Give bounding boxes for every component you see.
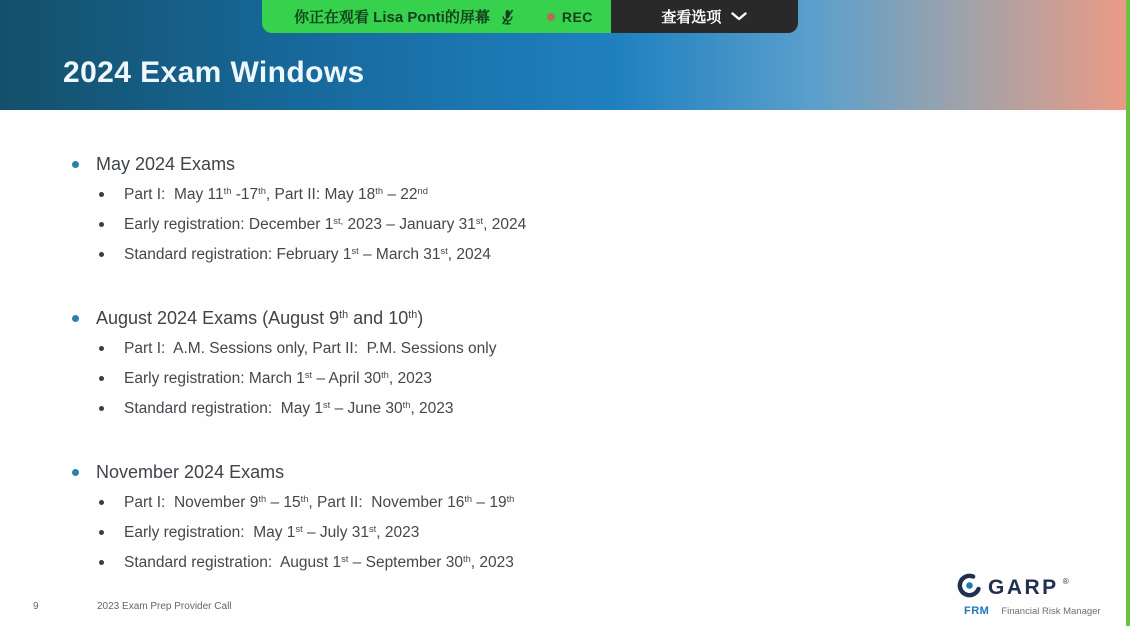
- section-heading: August 2024 Exams (August 9th and 10th): [96, 308, 424, 328]
- rec-indicator: [547, 9, 593, 25]
- rec-label: REC: [561, 8, 593, 25]
- presenter-share-text: 你正在观看 Lisa Ponti的屏幕: [294, 9, 490, 26]
- exam-detail-row: [0, 491, 1100, 521]
- sub-bullet-icon: [99, 346, 104, 351]
- sub-bullet-icon: [99, 530, 104, 535]
- exam-detail-text: Early registration: May 1st – July 31st, 2023: [124, 523, 420, 541]
- sub-bullet-icon: [99, 192, 104, 197]
- sub-bullet-icon: [99, 222, 104, 227]
- garp-logo-icon: [956, 572, 983, 604]
- slide-content: [0, 110, 1100, 615]
- frm-label: FRM: [964, 605, 990, 617]
- section-bullet-icon: [72, 469, 79, 476]
- exam-detail-text: Standard registration: May 1st – June 30th, 2023: [124, 399, 454, 417]
- exam-detail-row: [0, 213, 1100, 243]
- screen-share-banner: [262, 0, 798, 33]
- view-options-label: 查看选项: [661, 9, 722, 26]
- page-number: 9: [33, 601, 39, 612]
- sub-bullet-icon: [99, 376, 104, 381]
- exam-detail-row: [0, 367, 1100, 397]
- share-status-pill: [262, 0, 611, 33]
- exam-detail-text: Early registration: March 1st – April 30th, 2023: [124, 369, 432, 387]
- exam-detail-row: [0, 337, 1100, 367]
- chevron-down-icon: [731, 8, 747, 26]
- section-bullet-icon: [72, 315, 79, 322]
- exam-detail-text: Standard registration: February 1st – March 31st, 2024: [124, 245, 491, 263]
- sub-bullet-icon: [99, 252, 104, 257]
- recording-dot-icon: [547, 13, 555, 21]
- view-options-button[interactable]: [611, 0, 798, 33]
- section-bullet-icon: [72, 161, 79, 168]
- exam-section-may: [0, 153, 1100, 273]
- garp-logo: [956, 572, 1101, 617]
- screen-share-border: [1126, 0, 1130, 626]
- exam-section-august: [0, 307, 1100, 427]
- garp-registered-mark: ®: [1062, 576, 1069, 586]
- section-heading: May 2024 Exams: [96, 154, 236, 174]
- exam-detail-row: [0, 397, 1100, 427]
- sub-bullet-icon: [99, 406, 104, 411]
- exam-detail-text: Standard registration: August 1st – September 30th, 2023: [124, 553, 514, 571]
- muted-mic-icon: [500, 9, 515, 25]
- exam-detail-row: [0, 551, 1100, 581]
- exam-detail-row: [0, 521, 1100, 551]
- sub-bullet-icon: [99, 560, 104, 565]
- garp-wordmark: GARP: [988, 576, 1059, 599]
- deck-title: 2023 Exam Prep Provider Call: [97, 601, 232, 612]
- section-heading-row: [0, 307, 1100, 329]
- page-title: 2024 Exam Windows: [63, 56, 365, 89]
- exam-detail-row: [0, 243, 1100, 273]
- exam-detail-text: Part I: November 9th – 15th, Part II: November 16th – 19th: [124, 493, 515, 511]
- exam-detail-text: Early registration: December $1^{st,}$ 2023 – January 31st, 2024: [124, 215, 527, 233]
- section-heading: November 2024 Exams: [96, 462, 285, 482]
- section-heading-row: [0, 153, 1100, 175]
- exam-detail-text: Part I: May 11th -17th, Part II: May 18th – 22nd: [124, 185, 428, 203]
- section-heading-row: [0, 461, 1100, 483]
- sub-bullet-icon: [99, 500, 104, 505]
- exam-detail-row: [0, 183, 1100, 213]
- exam-section-november: [0, 461, 1100, 581]
- frm-tagline: Financial Risk Manager: [1001, 605, 1101, 617]
- exam-detail-text: Part I: A.M. Sessions only, Part II: P.M. Sessions only: [124, 340, 497, 357]
